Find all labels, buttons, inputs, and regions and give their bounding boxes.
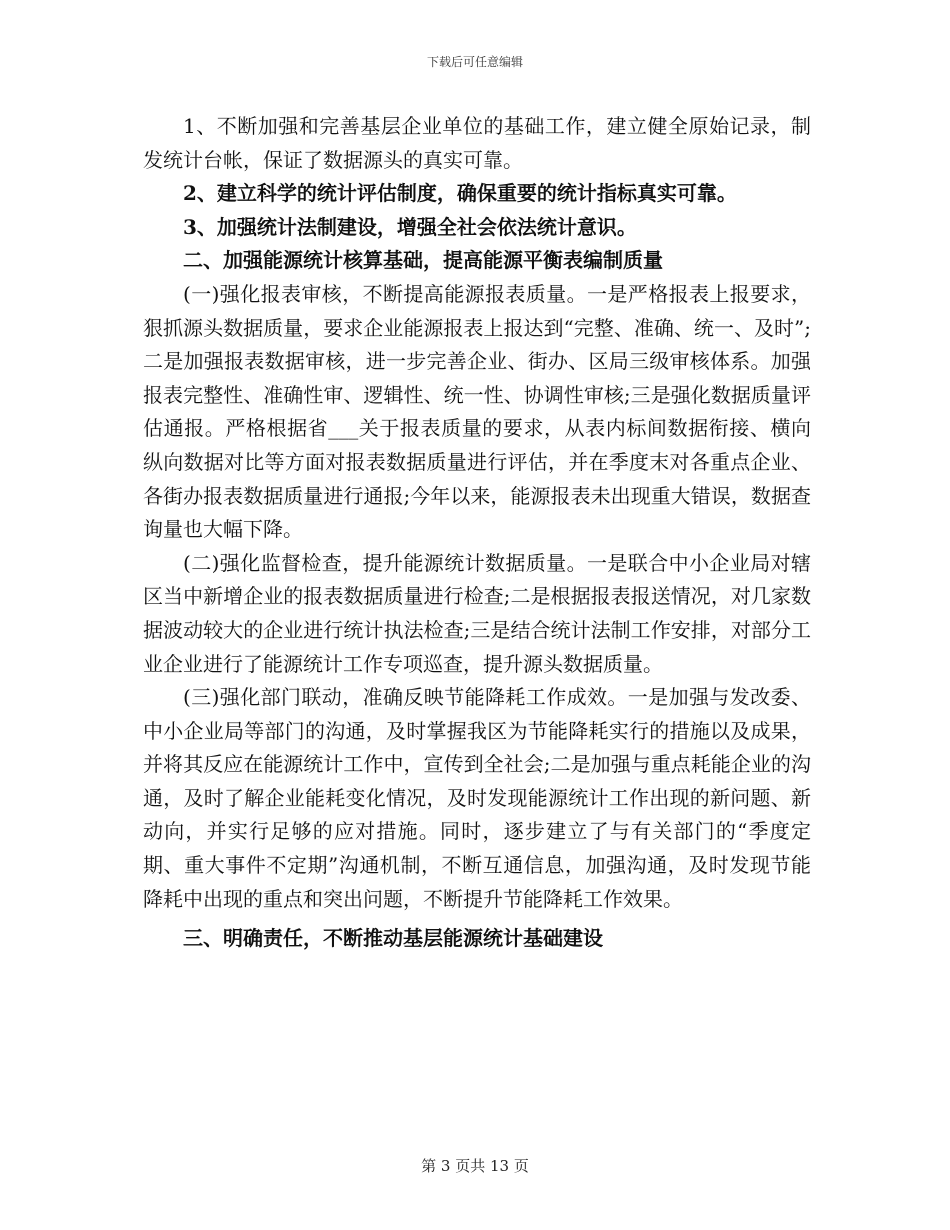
page-footer: 第 3 页共 13 页: [421, 1157, 529, 1175]
section-heading-2: 二、加强能源统计核算基础，提高能源平衡表编制质量: [183, 248, 663, 273]
document-body: [143, 110, 811, 956]
paragraph-subsection-2: (二)强化监督检查，提升能源统计数据质量。一是联合中小企业局对辖区当中新增企业的报表数据质量进行检查;二是根据报表报送情况，对几家数据波动较大的企业进行统计执法检查;三是结合统计法制工作安排，对部分工业企业进行了能源统计工作专项巡查，提升源头数据质量。: [143, 550, 811, 676]
paragraph-item-1: 1、不断加强和完善基层企业单位的基础工作，建立健全原始记录，制发统计台帐，保证了数据源头的真实可靠。: [143, 114, 811, 172]
paragraph-item-3: 3、加强统计法制建设，增强全社会依法统计意识。: [183, 214, 637, 239]
page-header: 下载后可任意编辑: [426, 55, 523, 69]
section-heading-3: 三、明确责任，不断推动基层能源统计基础建设: [183, 926, 603, 951]
paragraph-subsection-3: (三)强化部门联动，准确反映节能降耗工作成效。一是加强与发改委、中小企业局等部门的沟通，及时掌握我区为节能降耗实行的措施以及成果，并将其反应在能源统计工作中，宣传到全社会;二是加强与重点耗能企业的沟通，及时了解企业能耗变化情况，及时发现能源统计工作出现的新问题、新动向，并实行足够的应对措施。同时，逐步建立了与有关部门的“季度定期、重大事件不定期”沟通机制，不断互通信息，加强沟通，及时发现节能降耗中出现的重点和突出问题，不断提升节能降耗工作效果。: [143, 685, 811, 911]
paragraph-item-2: 2、建立科学的统计评估制度，确保重要的统计指标真实可靠。: [183, 181, 737, 206]
paragraph-subsection-1: (一)强化报表审核，不断提高能源报表质量。一是严格报表上报要求，狠抓源头数据质量，要求企业能源报表上报达到“完整、准确、统一、及时”;二是加强报表数据审核，进一步完善企业、街办、区局三级审核体系。加强报表完整性、准确性审、逻辑性、统一性、协调性审核;三是强化数据质量评估通报。严格根据省___关于报表质量的要求，从表内标间数据衔接、横向纵向数据对比等方面对报表数据质量进行评估，并在季度末对各重点企业、各街办报表数据质量进行通报;今年以来，能源报表未出现重大错误，数据查询量也大幅下降。: [143, 281, 811, 542]
